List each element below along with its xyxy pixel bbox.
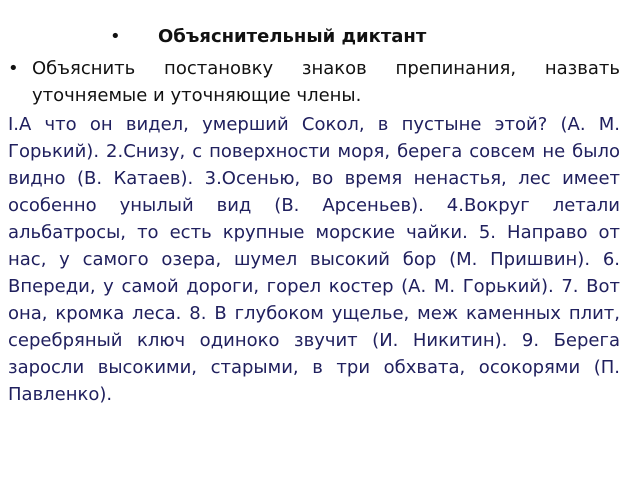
title-bullet-icon: • [110, 26, 121, 47]
dictation-text: I.А что он видел, умерший Сокол, в пустыне этой? (А. М. Горький). 2.Снизу, с поверхности моря, берега совсем не было видно (В. Катаев). 3.Осенью, во время ненастья, лес имеет особенно унылый вид (В. Арсеньев). 4.Вокруг летали альбатросы, то есть крупные морские чайки. 5. Направо от нас, у самого озера, шумел высокий бор (М. Пришвин). 6. Впереди, у самой дороги, горел костер (А. М. Горький). 7. Вот она, кромка леса. 8. В глубоком ущелье, меж каменных плит, серебряный ключ одиноко звучит (И. Никитин). 9. Берега заросли высокими, старыми, в три обхвата, осокорями (П. Павленко). [8, 114, 620, 405]
task-text: Объяснить постановку знаков препинания, назвать уточняемые и уточняющие члены. [32, 58, 620, 106]
task-bullet-icon: • [8, 58, 19, 79]
slide-title: Объяснительный диктант [158, 26, 427, 47]
title-row [0, 24, 640, 50]
